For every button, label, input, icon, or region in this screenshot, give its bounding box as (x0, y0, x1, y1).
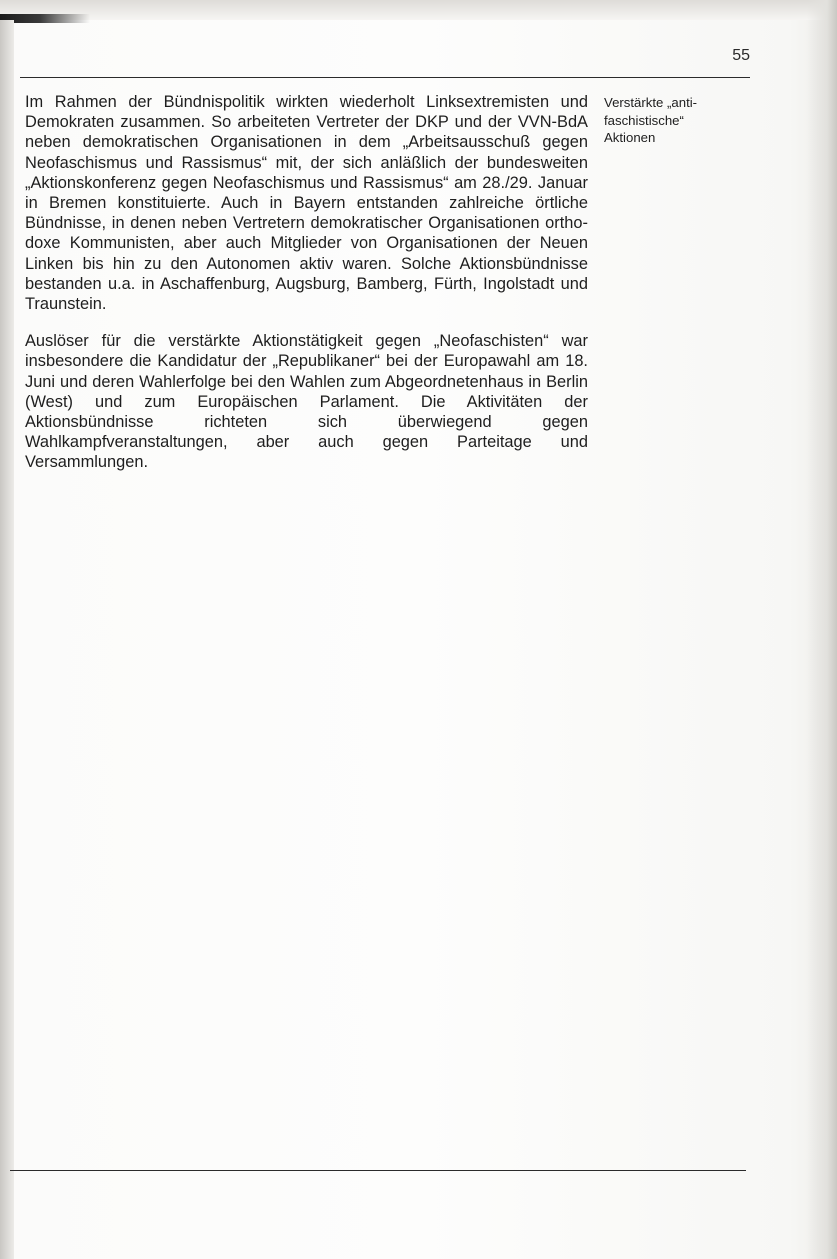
footer-rule (10, 1170, 746, 1171)
scan-right-edge (807, 0, 837, 1259)
paragraph-2: Auslöser für die verstärkte Aktionstätigkeit gegen „Neofaschisten“ war insbesondere die Kandidatur der „Republikaner“ bei der Europawahl am 18. Juni und deren Wahlerfolge bei den Wahlen zum Abgeordnetenhaus in Berlin (West) und zum Europäischen Parlament. Die Aktivitäten der Aktionsbündnisse richteten sich überwiegend gegen Wahlkampfveranstaltungen, aber auch gegen Parteitage und Versammlungen. (25, 332, 588, 472)
header-rule (20, 77, 750, 78)
scan-left-edge (0, 20, 14, 1259)
scan-top-edge (0, 0, 837, 20)
paragraph-1: Im Rahmen der Bündnispolitik wirkten wiederholt Linksextremisten und Demokraten zusammen. So arbeiteten Vertreter der DKP und der VVN-BdA neben demokratischen Organisationen in dem „Arbeitsausschuß gegen Neofaschismus und Rassismus“ mit, der sich anläßlich der bundesweiten „Aktionskonferenz gegen Neofaschismus und Rassismus“ am 28./29. Januar in Bremen konstituierte. Auch in Bayern entstanden zahlreiche örtliche Bündnisse, in denen neben Vertretern demokratischer Organisationen orthodoxe Kommunisten, aber auch Mitglieder von Organisationen der Neuen Linken bis hin zu den Autonomen aktiv waren. Solche Aktionsbündnisse bestanden u.a. in Aschaffenburg, Augsburg, Bamberg, Fürth, Ingolstadt und Traunstein. (25, 93, 588, 314)
page-number: 55 (732, 47, 750, 64)
body-text (25, 92, 588, 490)
margin-note: Verstärkte „anti- faschistische“ Aktionen (604, 95, 698, 145)
